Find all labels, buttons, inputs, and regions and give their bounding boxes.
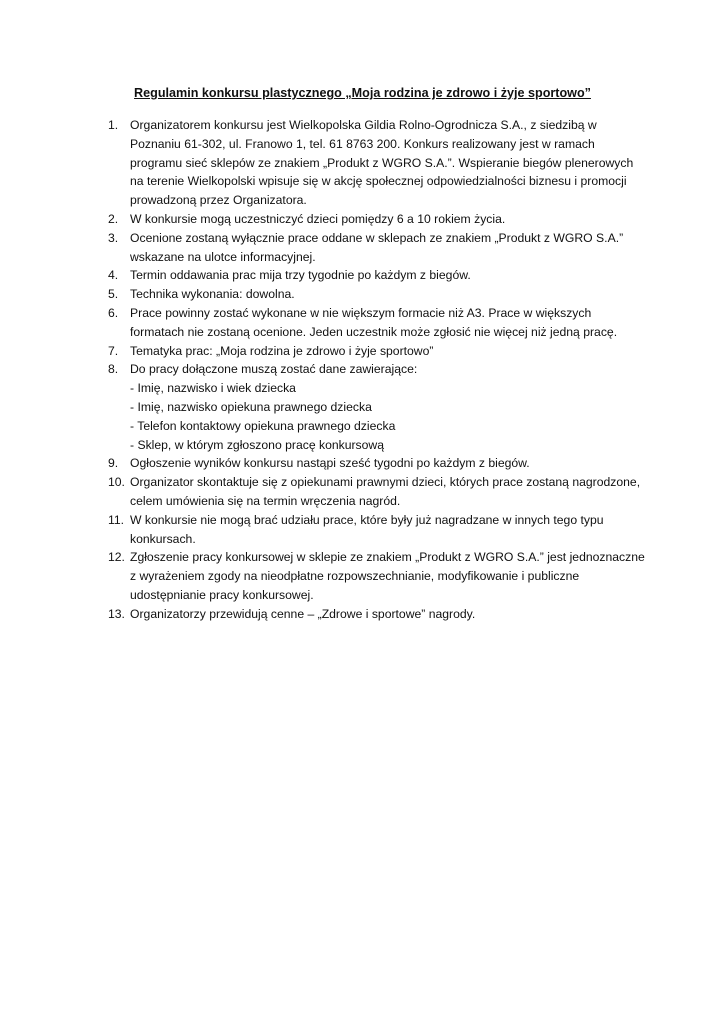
rule-number: 10.: [108, 475, 125, 490]
rule-number: 3.: [108, 230, 119, 245]
rule-item: [108, 473, 648, 511]
rules-list: [108, 116, 648, 624]
rule-number: 13.: [108, 606, 125, 621]
rule-item: [108, 511, 648, 549]
rule-subitem: - Telefon kontaktowy opiekuna prawnego dziecka: [130, 418, 396, 433]
rule-item: [108, 229, 648, 267]
rule-text: Zgłoszenie pracy konkursowej w sklepie ze znakiem „Produkt z WGRO S.A.” jest jednoznaczne z wyrażeniem zgody na nieodpłatne rozpowszechnianie, modyfikowanie i publiczne udostępnianie pracy konkursowej.: [130, 550, 645, 602]
rule-number: 8.: [108, 362, 119, 377]
rule-text: Organizatorzy przewidują cenne – „Zdrowe i sportowe” nagrody.: [130, 606, 476, 621]
rule-number: 7.: [108, 343, 119, 358]
rule-text: W konkursie mogą uczestniczyć dzieci pomiędzy 6 a 10 rokiem życia.: [130, 211, 506, 226]
rule-text: Do pracy dołączone muszą zostać dane zawierające:: [130, 362, 418, 377]
rule-number: 6.: [108, 305, 119, 320]
rule-number: 9.: [108, 456, 119, 471]
rule-text: Organizatorem konkursu jest Wielkopolska Gildia Rolno-Ogrodnicza S.A., z siedzibą w Poznaniu 61-302, ul. Franowo 1, tel. 61 8763 200. Konkurs realizowany jest w ramach programu sieć sklepów ze znakiem „Produkt z WGRO S.A.”. Wspieranie biegów plenerowych na terenie Wielkopolski wpisuje się w akcję społecznej odpowiedzialności biznesu i promocji prowadzoną przez Organizatora.: [130, 118, 634, 208]
rule-number: 11.: [108, 512, 125, 527]
rule-number: 5.: [108, 287, 119, 302]
rule-number: 4.: [108, 268, 119, 283]
rule-item: [108, 605, 648, 624]
rule-item: [108, 548, 648, 604]
rule-subitem: - Imię, nazwisko opiekuna prawnego dziecka: [130, 399, 372, 414]
rule-item: [108, 266, 648, 285]
rule-number: 2.: [108, 211, 119, 226]
rule-item: [108, 360, 648, 454]
rule-text: Ocenione zostaną wyłącznie prace oddane w sklepach ze znakiem „Produkt z WGRO S.A.” wskazane na ulotce informacyjnej.: [130, 230, 624, 264]
rule-subitem: - Sklep, w którym zgłoszono pracę konkursową: [130, 437, 385, 452]
rule-item: [108, 285, 648, 304]
rule-subitem: - Imię, nazwisko i wiek dziecka: [130, 381, 296, 396]
rule-text: W konkursie nie mogą brać udziału prace, które były już nagradzane w innych tego typu konkursach.: [130, 512, 604, 546]
rule-text: Prace powinny zostać wykonane w nie większym formacie niż A3. Prace w większych formatach nie zostaną ocenione. Jeden uczestnik może zgłosić nie więcej niż jedną pracę.: [130, 305, 618, 339]
rule-text: Ogłoszenie wyników konkursu nastąpi sześć tygodni po każdym z biegów.: [130, 456, 530, 471]
rule-item: [108, 304, 648, 342]
rule-item: [108, 454, 648, 473]
rule-text: Tematyka prac: „Moja rodzina je zdrowo i żyje sportowo”: [130, 343, 434, 358]
rule-text: Technika wykonania: dowolna.: [130, 287, 295, 302]
document-title: Regulamin konkursu plastycznego „Moja rodzina je zdrowo i żyje sportowo”: [134, 86, 591, 100]
rule-text: Organizator skontaktuje się z opiekunami prawnymi dzieci, których prace zostaną nagrodzone, celem umówienia się na termin wręczenia nagród.: [130, 475, 641, 508]
rule-item: [108, 210, 648, 229]
rule-text: Termin oddawania prac mija trzy tygodnie po każdym z biegów.: [130, 268, 471, 283]
rule-item: [108, 342, 648, 361]
rule-number: 12.: [108, 550, 125, 565]
rule-number: 1.: [108, 118, 119, 132]
rule-item: [108, 116, 648, 210]
